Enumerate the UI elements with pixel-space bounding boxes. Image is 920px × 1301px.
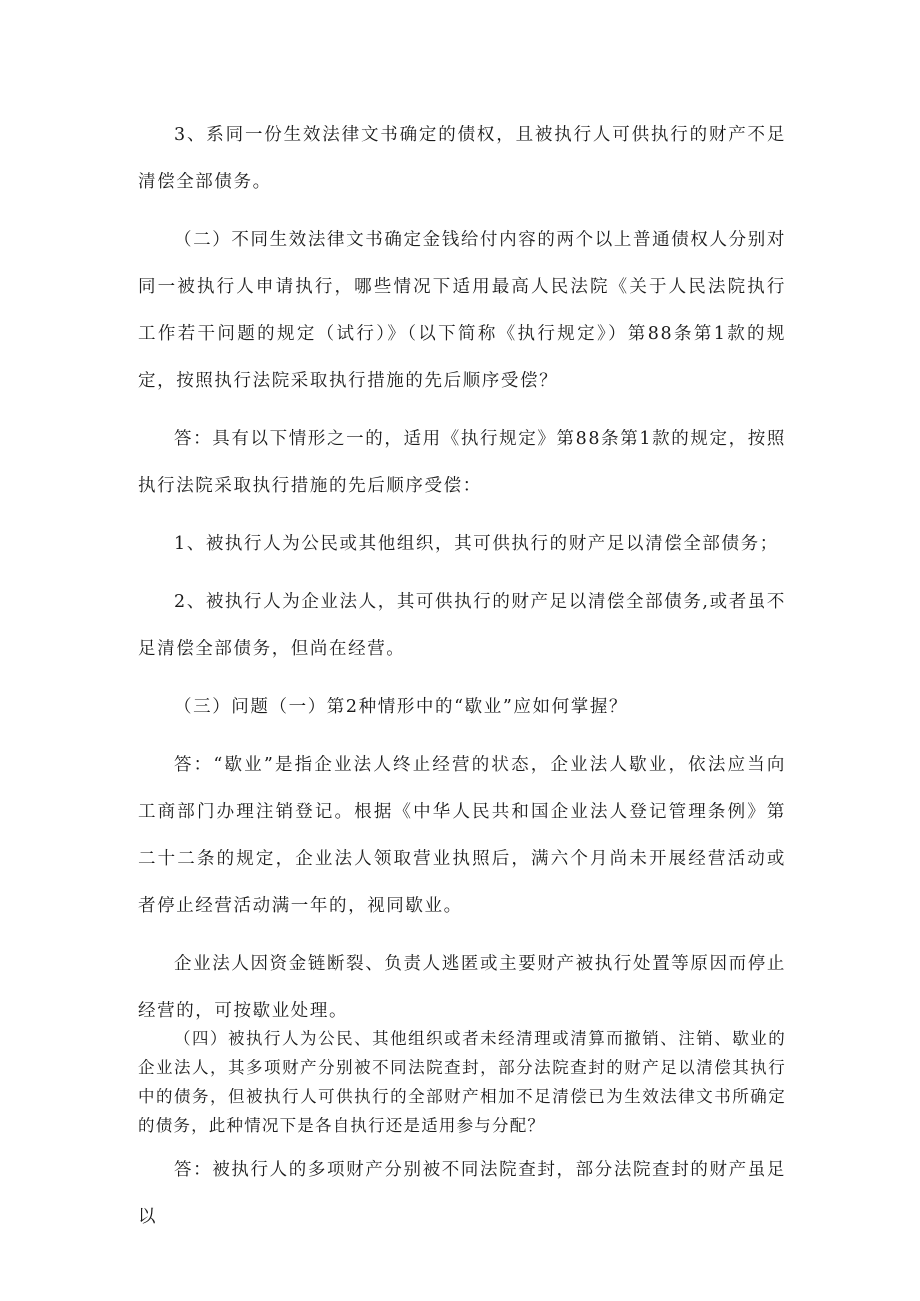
paragraph-item-3: 3、系同一份生效法律文书确定的债权，且被执行人可供执行的财产不足清偿全部债务。 [138,125,786,192]
paragraph-answer-4: 答：被执行人的多项财产分别被不同法院查封，部分法院查封的财产虽足以 [138,1160,786,1227]
document-body-final [138,1147,786,1241]
paragraph-case-2: 2、被执行人为企业法人，其可供执行的财产足以清偿全部债务,或者虽不足清偿全部债务，但尚在经营。 [138,592,786,659]
paragraph-note-3: 企业法人因资金链断裂、负责人逃匿或主要财产被执行处置等原因而停止经营的，可按歇业处理。 [138,954,786,1021]
paragraph-question-3: （三）问题（一）第2种情形中的“歇业”应如何掌握？ [174,697,629,717]
document-body-continued [138,1024,786,1140]
paragraph-answer-3: 答：“歇业”是指企业法人终止经营的状态，企业法人歇业，依法应当向工商部门办理注销登记。根据《中华人民共和国企业法人登记管理条例》第二十二条的规定，企业法人领取营业执照后，满六个月尚未开展经营活动或者停止经营活动满一年的，视同歇业。 [138,755,786,916]
paragraph-question-2: （二）不同生效法律文书确定金钱给付内容的两个以上普通债权人分别对同一被执行人申请执行，哪些情况下适用最高人民法院《关于人民法院执行工作若干问题的规定（试行）》（以下简称《执行规定》）第88条第1款的规定，按照执行法院采取执行措施的先后顺序受偿？ [138,230,786,391]
paragraph-question-4: （四）被执行人为公民、其他组织或者未经清理或清算而撤销、注销、歇业的企业法人，其多项财产分别被不同法院查封，部分法院查封的财产足以清偿其执行中的债务，但被执行人可供执行的全部财产相加不足清偿已为生效法律文书所确定的债务，此种情况下是各自执行还是适用参与分配？ [138,1029,786,1135]
paragraph-answer-2: 答：具有以下情形之一的，适用《执行规定》第88条第1款的规定，按照执行法院采取执行措施的先后顺序受偿： [138,429,786,496]
paragraph-case-1: 1、被执行人为公民或其他组织，其可供执行的财产足以清偿全部债务； [174,534,779,554]
document-body [138,112,786,1035]
